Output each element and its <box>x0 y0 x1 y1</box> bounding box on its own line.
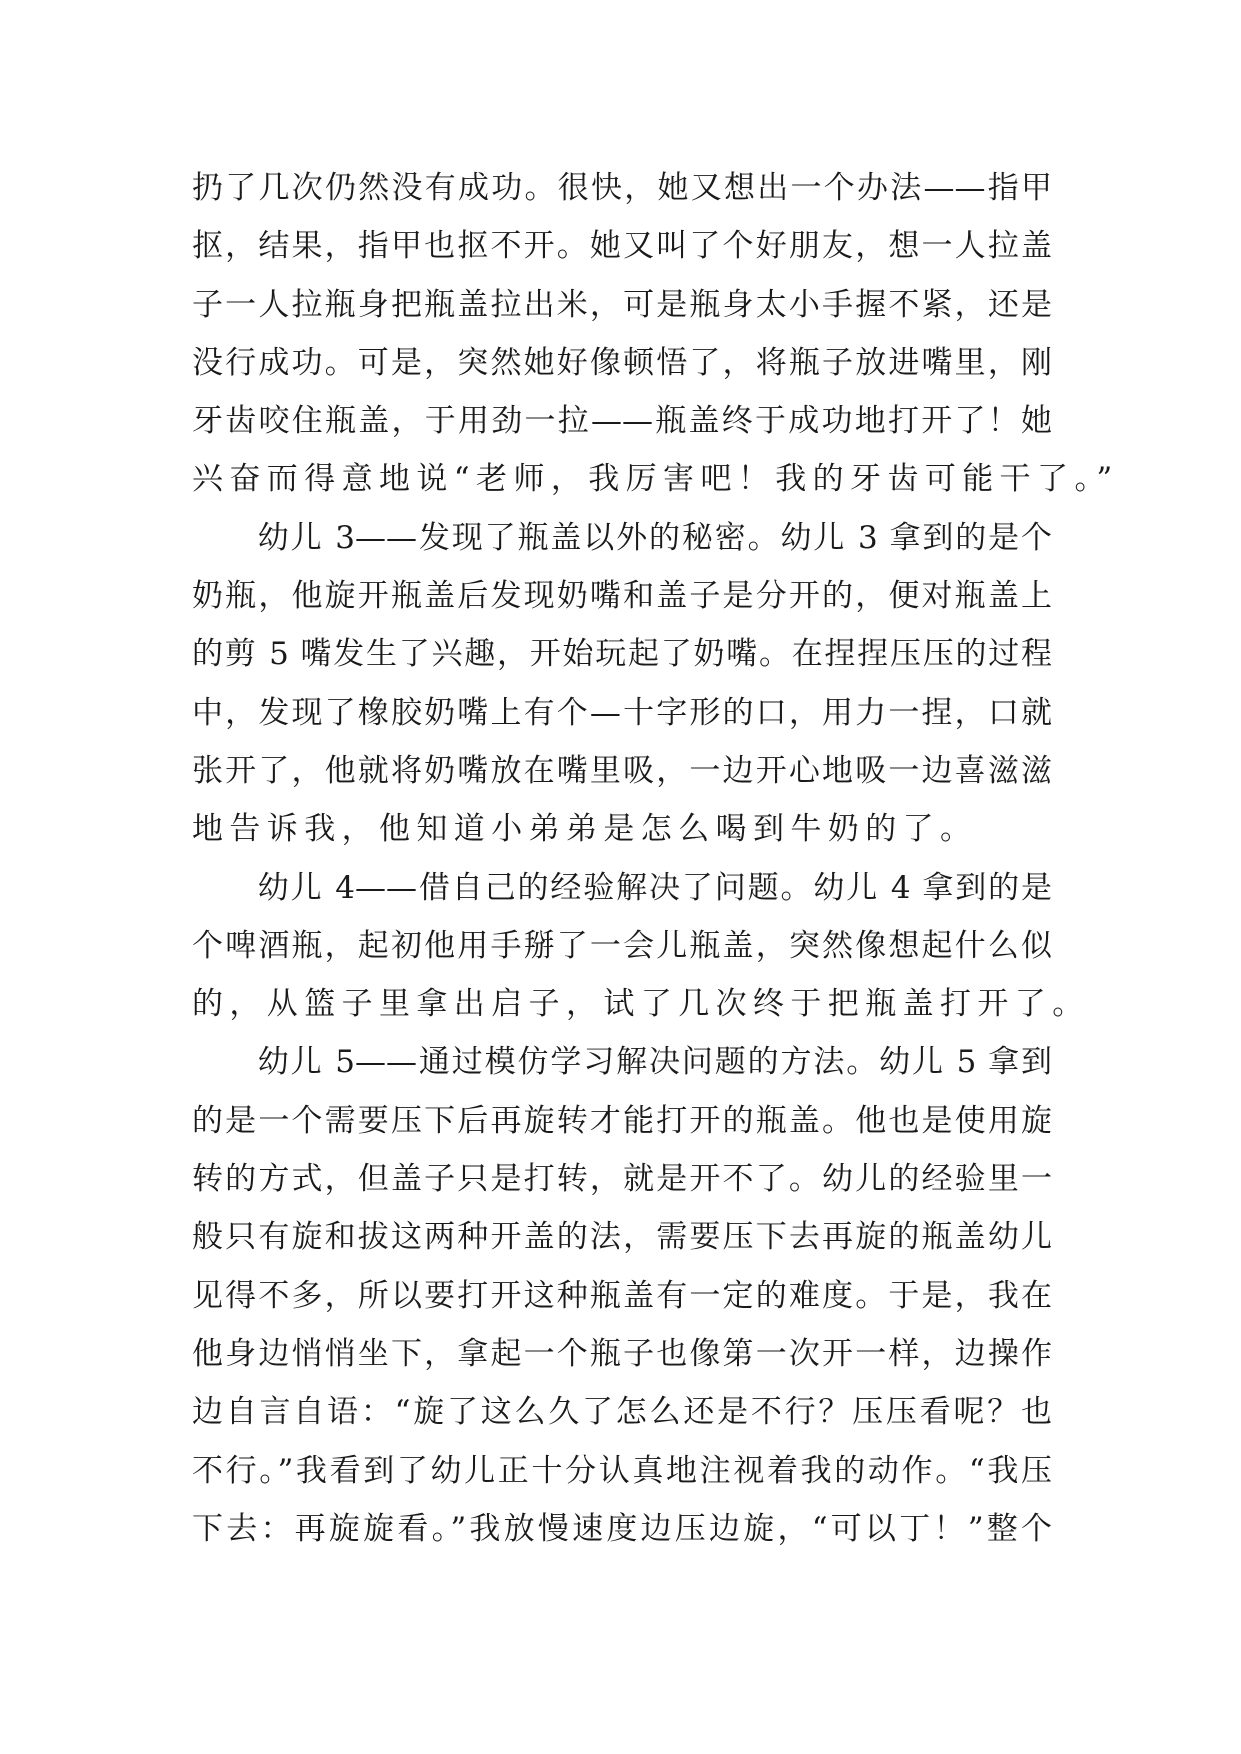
paragraph-start-line: 幼儿 5——通过模仿学习解决问题的方法。幼儿 5 拿到 <box>192 1044 1052 1081</box>
text-line: 下去：再旋旋看。”我放慢速度边压边旋，“可以丁！”整个 <box>192 1510 1052 1547</box>
text-line: 的剪 5 嘴发生了兴趣，开始玩起了奶嘴。在捏捏压压的过程 <box>192 636 1052 673</box>
text-line: 没行成功。可是，突然她好像顿悟了，将瓶子放进嘴里，刚 <box>192 344 1052 381</box>
text-line: 见得不多，所以要打开这种瓶盖有一定的难度。于是，我在 <box>192 1277 1052 1314</box>
text-line: 兴奋而得意地说“老师，我厉害吧！我的牙齿可能干了。” <box>192 461 1119 498</box>
text-line: 地告诉我，他知道小弟弟是怎么喝到牛奶的了。 <box>192 811 978 848</box>
text-line: 不行。”我看到了幼儿正十分认真地注视着我的动作。“我压 <box>192 1452 1052 1489</box>
text-line: 扔了几次仍然没有成功。很快，她又想出一个办法——指甲 <box>192 170 1052 206</box>
text-line: 转的方式，但盖子只是打转，就是开不了。幼儿的经验里一 <box>192 1161 1052 1198</box>
text-line: 奶瓶，他旋开瓶盖后发现奶嘴和盖子是分开的，便对瓶盖上 <box>192 578 1052 615</box>
text-line: 牙齿咬住瓶盖，于用劲一拉——瓶盖终于成功地打开了！她 <box>192 403 1052 440</box>
text-line: 般只有旋和拔这两种开盖的法，需要压下去再旋的瓶盖幼儿 <box>192 1219 1052 1256</box>
text-line: 子一人拉瓶身把瓶盖拉出米，可是瓶身太小手握不紧，还是 <box>192 286 1052 323</box>
paragraph-start-line: 幼儿 4——借自己的经验解决了问题。幼儿 4 拿到的是 <box>192 869 1052 906</box>
text-line: 边自言自语：“旋了这么久了怎么还是不行？压压看呢？也 <box>192 1394 1052 1431</box>
text-line: 的是一个需要压下后再旋转才能打开的瓶盖。他也是使用旋 <box>192 1102 1052 1139</box>
text-line: 个啤酒瓶，起初他用手掰了一会儿瓶盖，突然像想起什么似 <box>192 927 1052 964</box>
text-line: 抠，结果，指甲也抠不开。她又叫了个好朋友，想一人拉盖 <box>192 228 1052 265</box>
text-line: 中，发现了橡胶奶嘴上有个—十字形的口，用力一捏，口就 <box>192 694 1052 731</box>
text-line: 的，从篮子里拿出启子，试了几次终于把瓶盖打开了。 <box>192 986 1090 1023</box>
body-text <box>192 159 1119 1558</box>
paragraph-start-line: 幼儿 3——发现了瓶盖以外的秘密。幼儿 3 拿到的是个 <box>192 519 1052 556</box>
text-line: 他身边悄悄坐下，拿起一个瓶子也像第一次开一样，边操作 <box>192 1335 1052 1372</box>
text-line: 张开了，他就将奶嘴放在嘴里吸，一边开心地吸一边喜滋滋 <box>192 752 1052 789</box>
